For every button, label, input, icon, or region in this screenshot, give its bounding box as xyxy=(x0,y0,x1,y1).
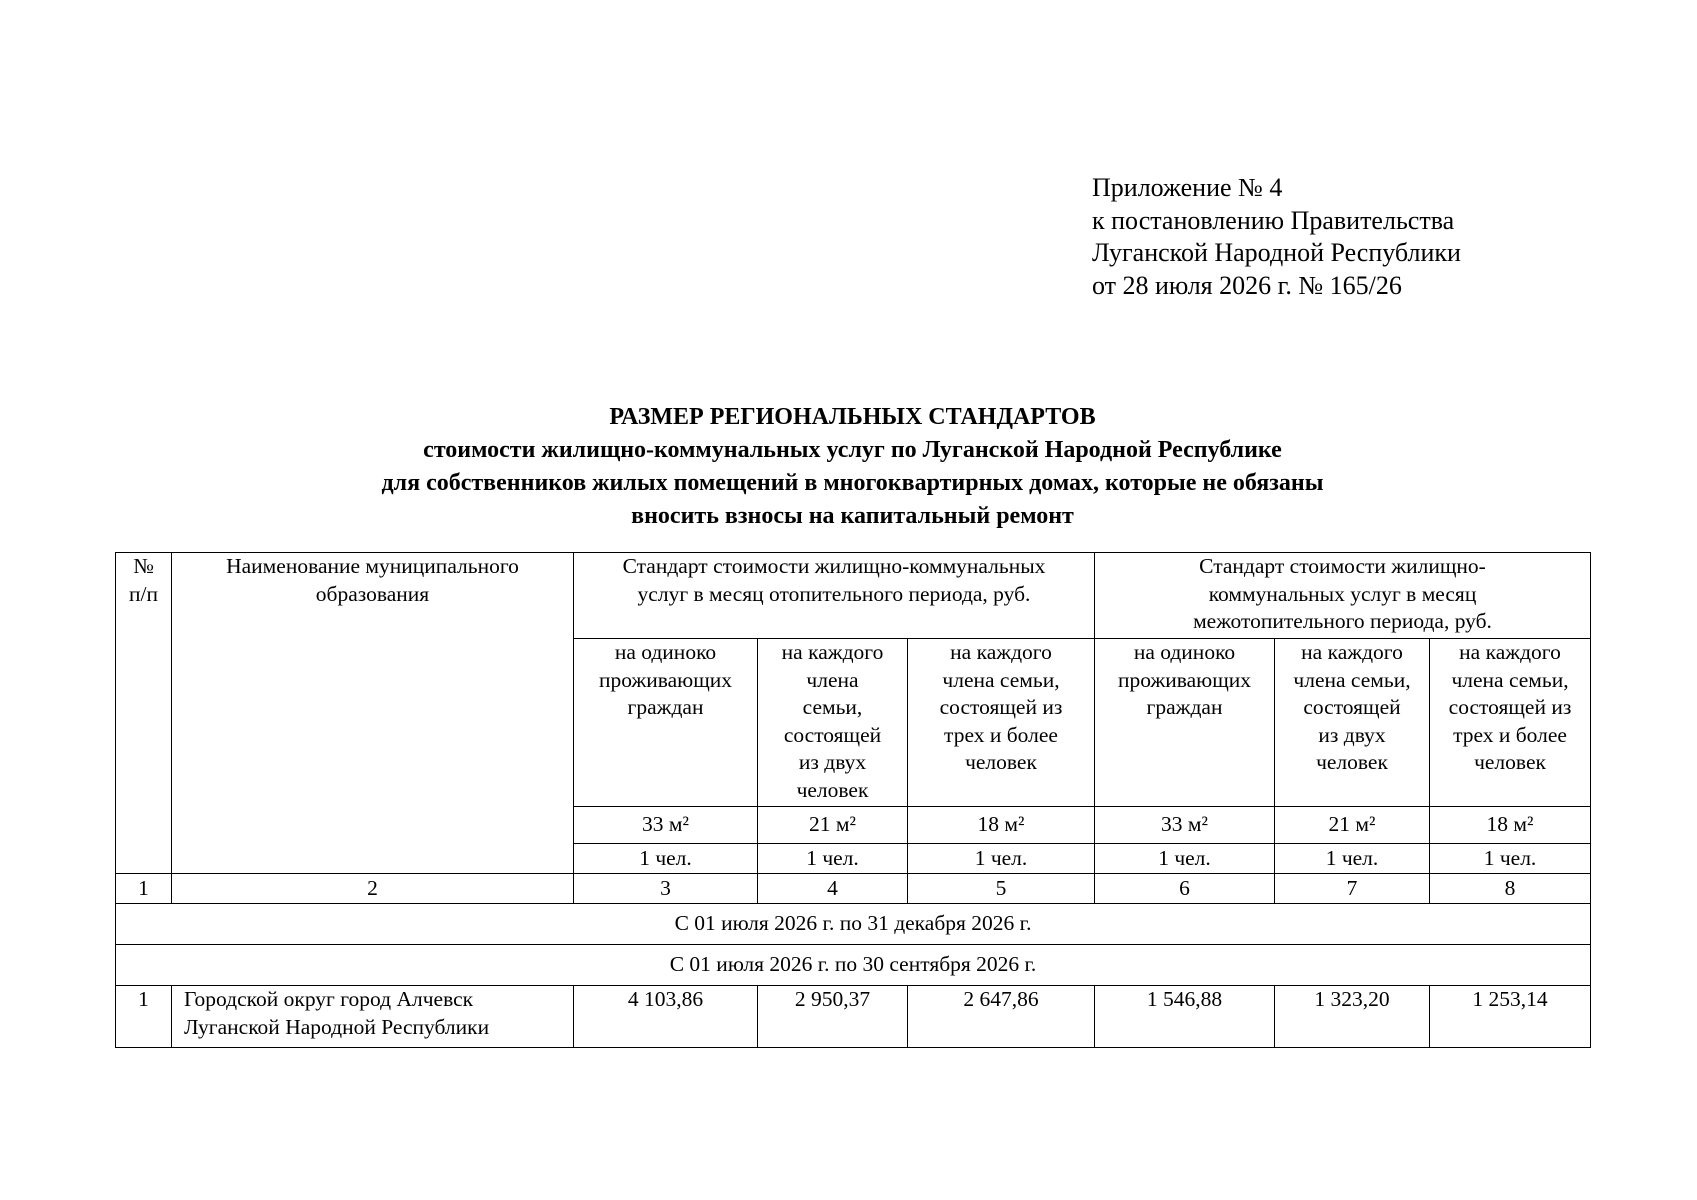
column-number: 2 xyxy=(172,874,574,904)
title-line: вносить взносы на капитальный ремонт xyxy=(631,503,1074,529)
column-number: 5 xyxy=(908,874,1095,904)
area-cell: 18 м² xyxy=(1430,807,1591,844)
column-number: 8 xyxy=(1430,874,1591,904)
appendix-line: от 28 июля 2026 г. № 165/26 xyxy=(1092,270,1402,300)
header-two-heating: на каждого члена семьи, состоящей из двух человек xyxy=(758,639,908,807)
persons-cell: 1 чел. xyxy=(758,844,908,874)
header-three-heating: на каждого члена семьи, состоящей из трех и более человек xyxy=(908,639,1095,807)
period-row xyxy=(116,945,1591,986)
header-heating-period: Стандарт стоимости жилищно-коммунальных услуг в месяц отопительного периода, руб. xyxy=(574,553,1095,639)
area-cell: 21 м² xyxy=(1275,807,1430,844)
title-line: для собственников жилых помещений в многоквартирных домах, которые не обязаны xyxy=(381,470,1324,496)
header-three-nonheating: на каждого члена семьи, состоящей из трех и более человек xyxy=(1430,639,1591,807)
area-cell: 18 м² xyxy=(908,807,1095,844)
period-row xyxy=(116,904,1591,945)
column-number: 3 xyxy=(574,874,758,904)
header-no: № п/п xyxy=(116,553,172,874)
title-line: стоимости жилищно-коммунальных услуг по Луганской Народной Республике xyxy=(423,437,1282,463)
value-cell: 1 253,14 xyxy=(1430,986,1591,1048)
column-number: 1 xyxy=(116,874,172,904)
title-line: РАЗМЕР РЕГИОНАЛЬНЫХ СТАНДАРТОВ xyxy=(609,404,1096,430)
period-quarter: С 01 июля 2026 г. по 30 сентября 2026 г. xyxy=(116,945,1591,986)
value-cell: 2 647,86 xyxy=(908,986,1095,1048)
persons-cell: 1 чел. xyxy=(1275,844,1430,874)
persons-cell: 1 чел. xyxy=(1430,844,1591,874)
header-single-nonheating: на одиноко проживающих граждан xyxy=(1095,639,1275,807)
persons-cell: 1 чел. xyxy=(908,844,1095,874)
appendix-line: к постановлению Правительства xyxy=(1092,205,1455,235)
standards-table xyxy=(115,552,1591,1048)
row-number: 1 xyxy=(116,986,172,1048)
header-nonheating-period: Стандарт стоимости жилищно- коммунальных услуг в месяц межотопительного периода, руб. xyxy=(1095,553,1591,639)
persons-cell: 1 чел. xyxy=(1095,844,1275,874)
area-cell: 21 м² xyxy=(758,807,908,844)
column-number: 4 xyxy=(758,874,908,904)
municipality-name: Городской округ город Алчевск Луганской Народной Республики xyxy=(172,986,574,1048)
value-cell: 1 546,88 xyxy=(1095,986,1275,1048)
header-municipality: Наименование муниципального образования xyxy=(172,553,574,874)
appendix-line: Приложение № 4 xyxy=(1092,173,1283,202)
area-cell: 33 м² xyxy=(574,807,758,844)
header-two-nonheating: на каждого члена семьи, состоящей из двух человек xyxy=(1275,639,1430,807)
column-number: 6 xyxy=(1095,874,1275,904)
persons-cell: 1 чел. xyxy=(574,844,758,874)
value-cell: 1 323,20 xyxy=(1275,986,1430,1048)
document-title xyxy=(115,401,1590,533)
appendix-block xyxy=(1092,172,1461,302)
value-cell: 2 950,37 xyxy=(758,986,908,1048)
header-single-heating: на одиноко проживающих граждан xyxy=(574,639,758,807)
header-row-groups xyxy=(116,553,1591,639)
column-number-row xyxy=(116,874,1591,904)
value-cell: 4 103,86 xyxy=(574,986,758,1048)
table-row xyxy=(116,986,1591,1048)
appendix-line: Луганской Народной Республики xyxy=(1092,238,1461,267)
period-year: С 01 июля 2026 г. по 31 декабря 2026 г. xyxy=(116,904,1591,945)
area-cell: 33 м² xyxy=(1095,807,1275,844)
column-number: 7 xyxy=(1275,874,1430,904)
